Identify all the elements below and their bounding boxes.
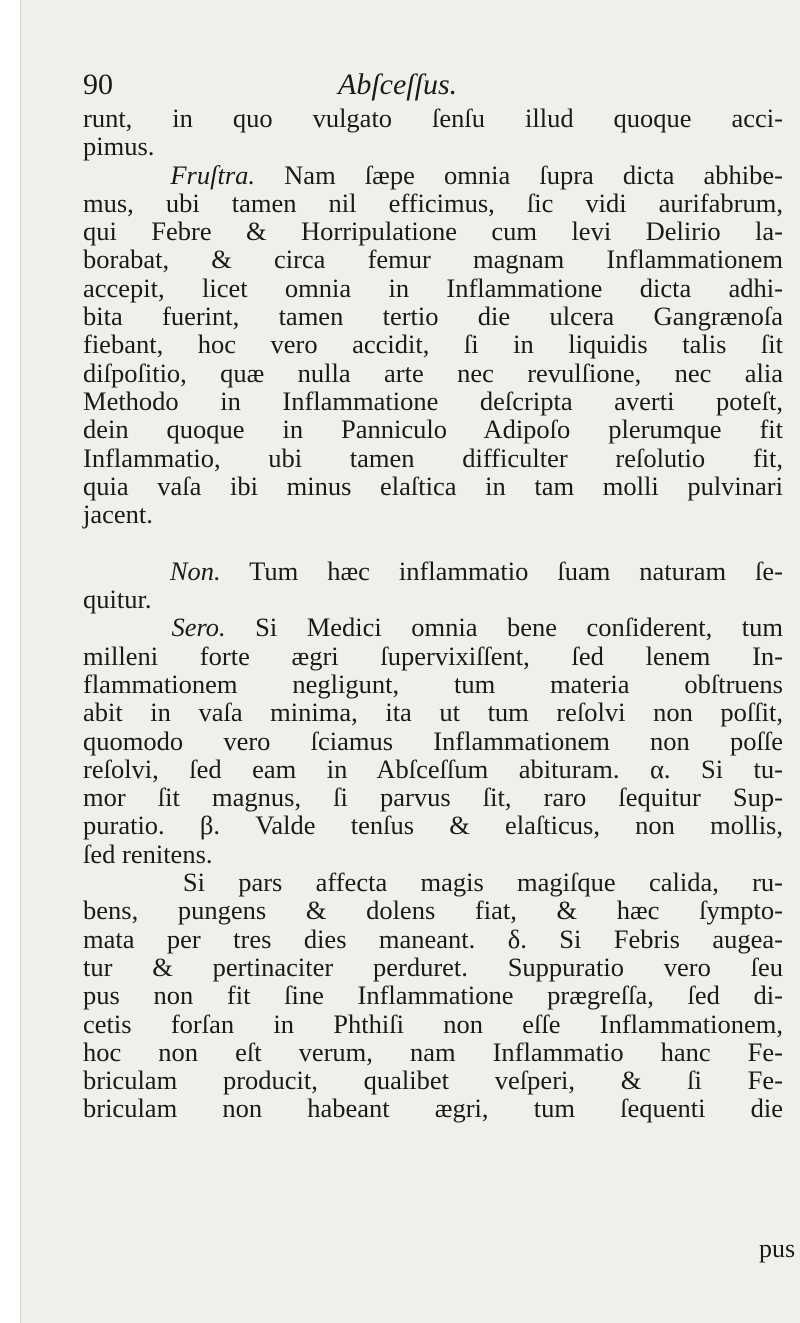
text-line: flammationem negligunt, tum materia obſtruens [83, 668, 783, 699]
text-line: Inflammatio, ubi tamen difficulter reſolutio fit, [83, 442, 783, 473]
text-line: mor ſit magnus, ſi parvus ſit, raro ſequitur Sup- [83, 782, 783, 813]
lead-word: Non. [169, 555, 221, 586]
text-line: reſolvi, ſed eam in Abſceſſum abituram. α. Si tu- [83, 753, 783, 784]
text-line: quomodo vero ſciamus Inflammationem non poſſe [83, 725, 783, 756]
text-line: dein quoque in Panniculo Adipoſo plerumque fit [83, 414, 783, 445]
text-line: hoc non eſt verum, nam Inflammatio hanc Fe- [83, 1036, 783, 1067]
text-line: briculam producit, qualibet veſperi, & ſi Fe- [83, 1065, 783, 1096]
text-line: bita fuerint, tamen tertio die ulcera Gangrænoſa [83, 301, 783, 332]
text-line: quia vaſa ibi minus elaſtica in tam molli pulvinari [83, 470, 783, 501]
text-line: pimus. [83, 131, 155, 162]
text-line: diſpoſitio, quæ nulla arte nec revulſione, nec alia [83, 357, 783, 388]
text-line: quitur. [83, 584, 152, 615]
text-line: borabat, & circa femur magnam Inflammationem [83, 244, 783, 275]
page-number: 90 [83, 68, 113, 101]
catchword: pus [759, 1234, 796, 1263]
page-sheet [20, 0, 800, 1323]
page-header [83, 68, 513, 108]
text-line: runt, in quo vulgato ſenſu illud quoque acci- [83, 103, 783, 133]
running-title: Abſceſſus. [338, 68, 458, 101]
text-line: Methodo in Inflammatione deſcripta averti poteſt, [83, 385, 783, 416]
text-line: Fruſtra. Nam ſæpe omnia ſupra dicta abhibe- [170, 159, 783, 190]
text-line: briculam non habeant ægri, tum ſequenti die [83, 1093, 783, 1124]
text-line: mus, ubi tamen nil efficimus, ſic vidi aurifabrum, [83, 187, 783, 218]
text-line: mata per tres dies maneant. δ. Si Febris augea- [83, 923, 783, 954]
text-line: Sero. Si Medici omnia bene conſiderent, tum [171, 612, 783, 643]
text-line: fiebant, hoc vero accidit, ſi in liquidis talis ſit [83, 329, 783, 360]
text-line: jacent. [83, 499, 153, 530]
text-line: ſed renitens. [83, 838, 213, 869]
lead-word: Fruſtra. [170, 159, 256, 190]
text-line: abit in vaſa minima, ita ut tum reſolvi non poſſit, [83, 697, 783, 728]
text-line: puratio. β. Valde tenſus & elaſticus, non mollis, [83, 810, 783, 841]
text-line: milleni forte ægri ſupervixiſſent, ſed lenem In- [83, 640, 783, 671]
text-line: Si pars affecta magis magiſque calida, ru- [182, 867, 784, 898]
text-line: accepit, licet omnia in Inflammatione dicta adhi- [83, 272, 783, 303]
text-line: pus non fit ſine Inflammatione prægreſſa, ſed di- [83, 980, 783, 1011]
text-line: tur & pertinaciter perduret. Suppuratio vero ſeu [83, 951, 783, 982]
text-line: bens, pungens & dolens fiat, & hæc ſympto- [83, 895, 783, 926]
text-line: qui Febre & Horripulatione cum levi Delirio la- [83, 216, 783, 247]
body-text [83, 104, 783, 1123]
text-line [83, 528, 783, 556]
lead-word: Sero. [171, 612, 226, 643]
text-line: Non. Tum hæc inflammatio ſuam naturam ſe- [169, 555, 784, 586]
text-line: cetis forſan in Phthiſi non eſſe Inflammationem, [83, 1008, 783, 1039]
